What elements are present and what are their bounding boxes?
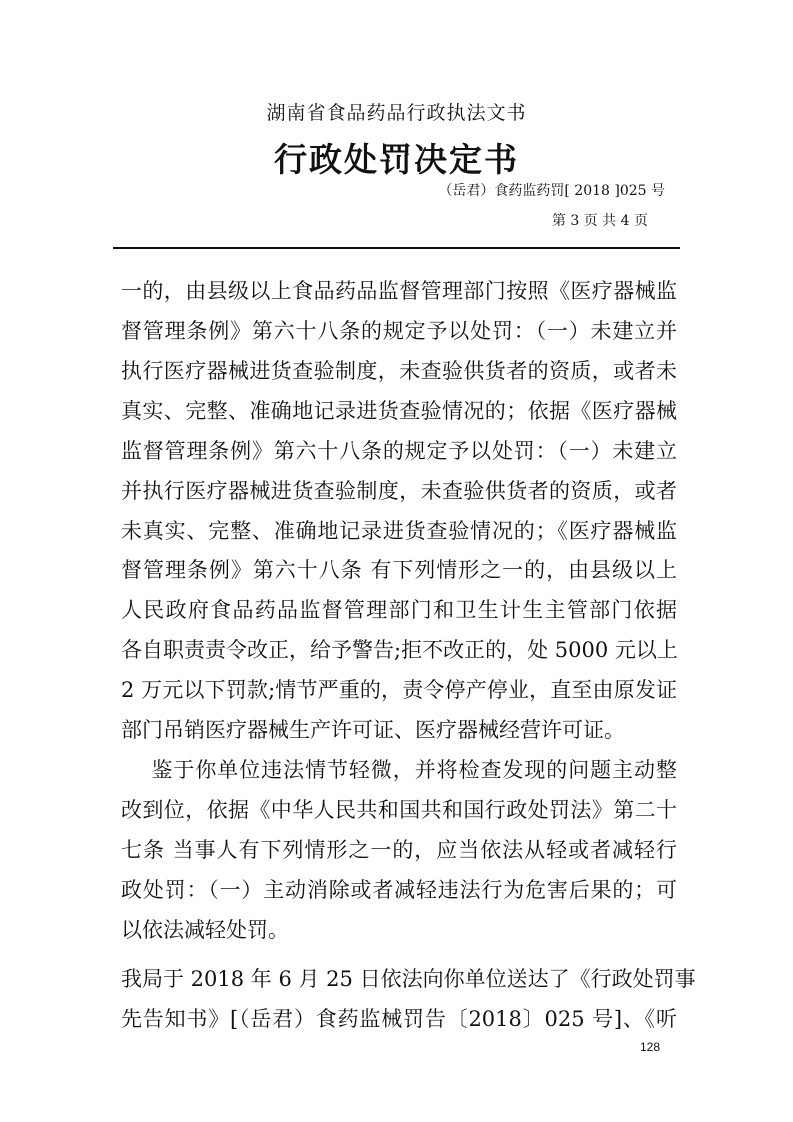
body-line: 监督管理条例》第六十八条的规定予以处罚：（一）未建立 <box>121 439 677 463</box>
body-line: 改到位，依据《中华人民共和国共和国行政处罚法》第二十 <box>121 798 677 822</box>
body-line: 督管理条例》第六十八条的规定予以处罚：（一）未建立并 <box>121 319 677 343</box>
page-number: 128 <box>640 1040 661 1054</box>
body-line: 政处罚：（一）主动消除或者减轻违法行为危害后果的；可 <box>121 878 677 902</box>
body-line: 2 万元以下罚款;情节严重的，责令停产停业，直至由原发证 <box>121 678 677 702</box>
body-line: 部门吊销医疗器械生产许可证、医疗器械经营许可证。 <box>121 718 625 742</box>
document-subtitle: 湖南省食品药品行政执法文书 <box>266 102 527 124</box>
body-line: 各自职责责令改正，给予警告;拒不改正的，处 5000 元以上 <box>121 638 678 662</box>
header-divider <box>113 247 680 249</box>
body-line: 一的，由县级以上食品药品监督管理部门按照《医疗器械监 <box>121 279 677 303</box>
body-line: 我局于 2018 年 6 月 25 日依法向你单位送达了《行政处罚事 <box>121 967 696 991</box>
body-line: 鉴于你单位违法情节轻微，并将检查发现的问题主动整 <box>121 758 677 782</box>
body-line: 七条 当事人有下列情形之一的，应当依法从轻或者减轻行 <box>121 838 677 862</box>
body-line: 人民政府食品药品监督管理部门和卫生计生主管部门依据 <box>121 598 677 622</box>
body-line: 并执行医疗器械进货查验制度，未查验供货者的资质，或者 <box>121 479 677 503</box>
document-title: 行政处罚决定书 <box>274 140 519 179</box>
body-line: 执行医疗器械进货查验制度，未查验供货者的资质，或者未 <box>121 359 677 383</box>
body-line: 督管理条例》第六十八条 有下列情形之一的，由县级以上 <box>121 558 677 582</box>
body-line: 以依法减轻处罚。 <box>121 918 289 942</box>
body-line: 未真实、完整、准确地记录进货查验情况的；《医疗器械监 <box>121 519 677 543</box>
body-line: 真实、完整、准确地记录进货查验情况的；依据《医疗器械 <box>121 399 677 423</box>
document-number: （岳君）食药监药罚[ 2018 ]025 号 <box>438 183 665 199</box>
page-info: 第 3 页 共 4 页 <box>551 213 648 229</box>
body-line: 先告知书》[（岳君）食药监械罚告〔2018〕025 号]、《听 <box>121 1007 677 1031</box>
